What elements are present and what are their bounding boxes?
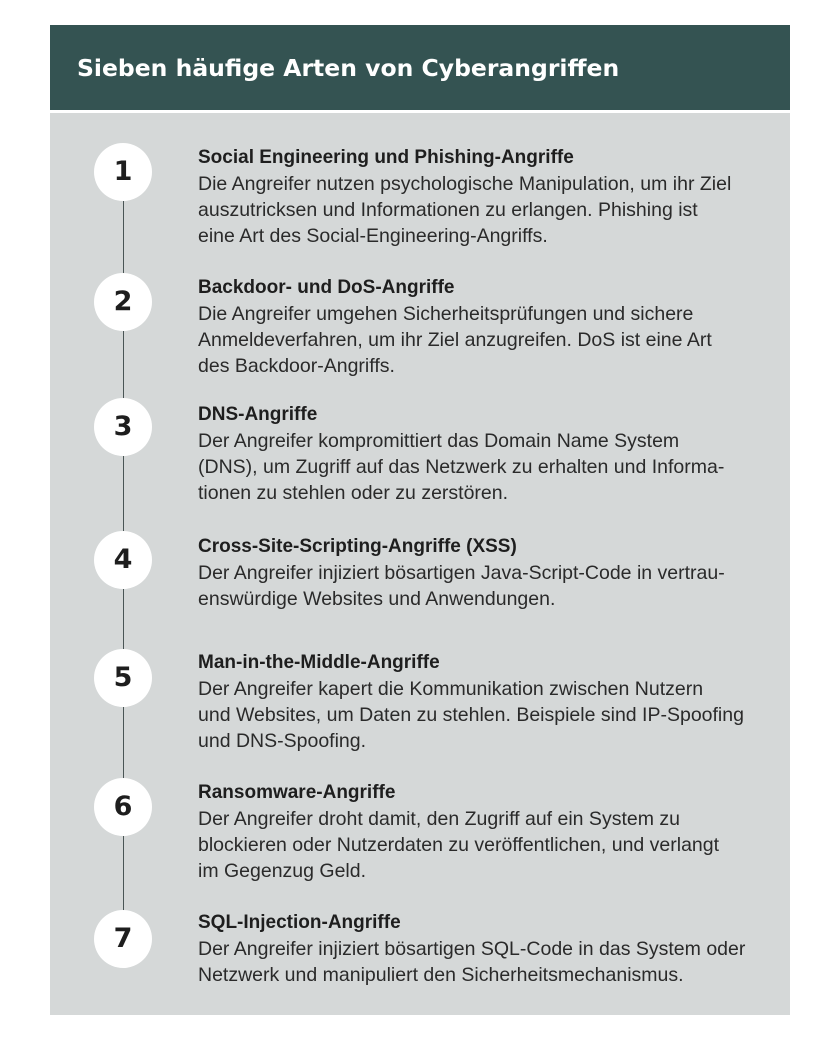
step-description (198, 171, 778, 249)
step-number-circle: 2 (94, 273, 152, 331)
description-line: im Gegenzug Geld. (198, 860, 367, 882)
description-line: Der Angreifer kompromittiert das Domain Name System (198, 430, 680, 452)
description-line: Anmeldeverfahren, um ihr Ziel anzugreifen. DoS ist eine Art (198, 329, 712, 351)
description-line: auszutricksen und Informationen zu erlangen. Phishing ist (198, 199, 698, 221)
step-title: SQL-Injection-Angriffe (198, 912, 401, 933)
step-text (198, 145, 778, 249)
step-title: Man-in-the-Middle-Angriffe (198, 652, 440, 673)
description-line: Die Angreifer umgehen Sicherheitsprüfungen und sichere (198, 303, 694, 325)
description-line: blockieren oder Nutzerdaten zu veröffentlichen, und verlangt (198, 834, 720, 856)
step-title: Ransomware-Angriffe (198, 782, 396, 803)
step-number-circle: 4 (94, 531, 152, 589)
step-description (198, 428, 778, 506)
infographic-title: Sieben häufige Arten von Cyberangriffen (77, 54, 620, 82)
step-text (198, 402, 778, 506)
description-line: Der Angreifer injiziert bösartigen Java-Script-Code in vertrau- (198, 562, 725, 584)
step-text (198, 910, 778, 988)
step-number-circle: 3 (94, 398, 152, 456)
step-number-circle: 1 (94, 143, 152, 201)
description-line: des Backdoor-Angriffs. (198, 355, 395, 377)
step-title: Social Engineering und Phishing-Angriffe (198, 147, 574, 168)
description-line: tionen zu stehlen oder zu zerstören. (198, 482, 509, 504)
step-title: Cross-Site-Scripting-Angriffe (XSS) (198, 536, 517, 557)
infographic-card (50, 25, 790, 1015)
description-line: Der Angreifer kapert die Kommunikation zwischen Nutzern (198, 678, 704, 700)
description-line: und DNS-Spoofing. (198, 730, 367, 752)
step-description (198, 301, 778, 379)
description-line: eine Art des Social-Engineering-Angriffs. (198, 225, 548, 247)
header-divider (50, 110, 790, 113)
description-line: Der Angreifer droht damit, den Zugriff auf ein System zu (198, 808, 680, 830)
description-line: Netzwerk und manipuliert den Sicherheitsmechanismus. (198, 964, 684, 986)
step-number-circle: 5 (94, 649, 152, 707)
description-line: enswürdige Websites und Anwendungen. (198, 588, 556, 610)
description-line: und Websites, um Daten zu stehlen. Beispiele sind IP-Spoofing (198, 704, 744, 726)
step-title: Backdoor- und DoS-Angriffe (198, 277, 455, 298)
header-bar (50, 25, 790, 110)
step-text (198, 780, 778, 884)
description-line: (DNS), um Zugriff auf das Netzwerk zu erhalten und Informa- (198, 456, 725, 478)
description-line: Der Angreifer injiziert bösartigen SQL-Code in das System oder (198, 938, 746, 960)
step-description (198, 560, 778, 612)
step-description (198, 806, 778, 884)
step-description (198, 676, 778, 754)
step-number-circle: 6 (94, 778, 152, 836)
step-number-circle: 7 (94, 910, 152, 968)
step-title: DNS-Angriffe (198, 404, 318, 425)
step-text (198, 650, 778, 754)
description-line: Die Angreifer nutzen psychologische Manipulation, um ihr Ziel (198, 173, 732, 195)
step-description (198, 936, 778, 988)
step-text (198, 534, 778, 612)
step-text (198, 275, 778, 379)
